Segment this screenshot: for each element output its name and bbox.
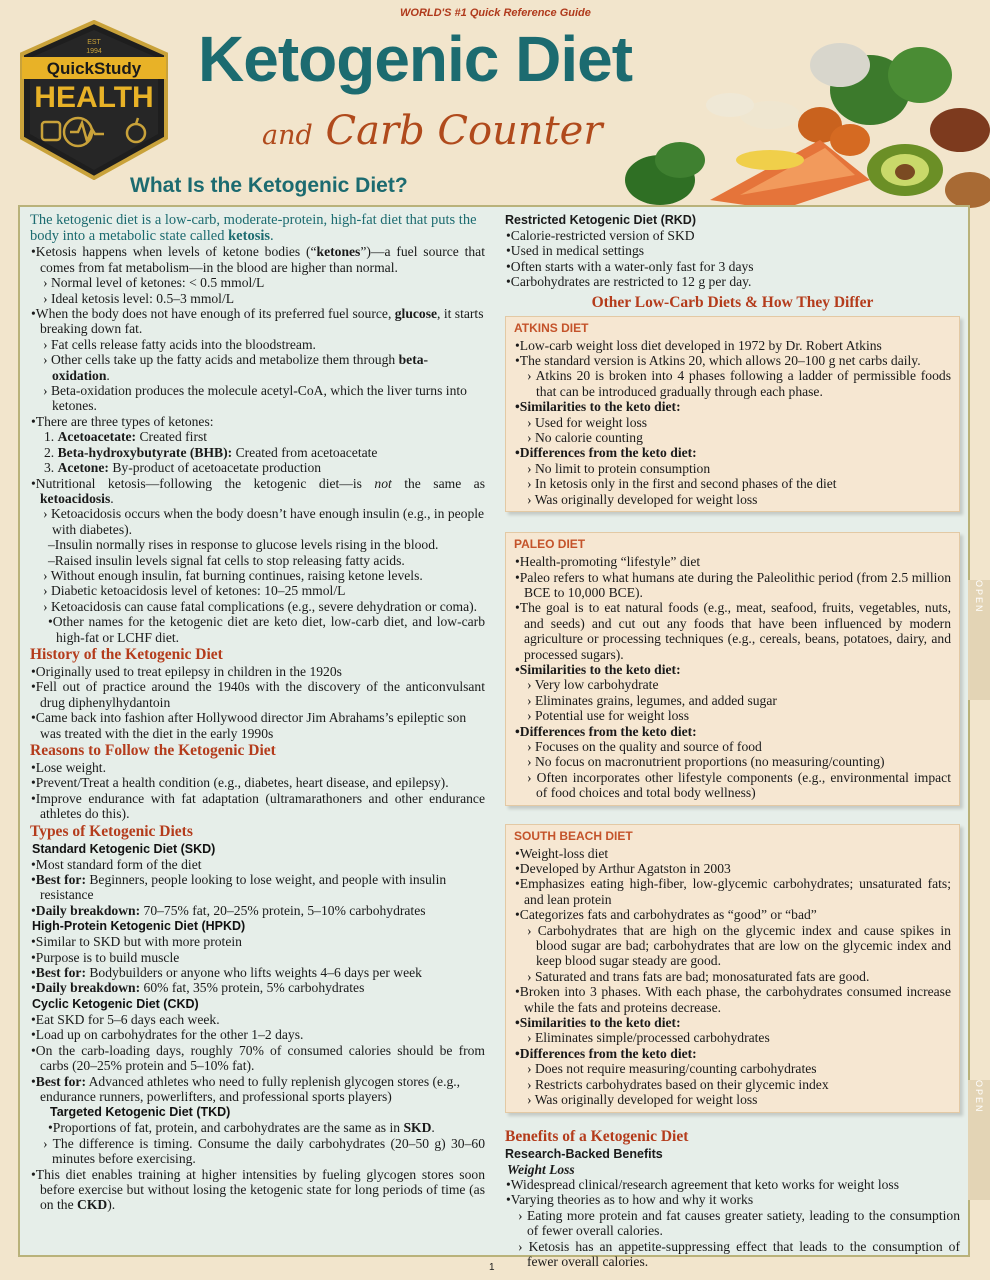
list-item: •Weight-loss diet — [515, 845, 609, 861]
list-item: •Daily breakdown: 70–75% fat, 20–25% protein, 5–10% carbohydrates — [31, 902, 426, 918]
intro-paragraph: The ketogenic diet is a low-carb, moderate-protein, high-fat diet that puts the body into a metabolic state called ketosis. — [30, 212, 477, 245]
title-sub — [262, 108, 602, 154]
paleo-box — [505, 532, 960, 806]
list-item: –Insulin normally rises in response to glucose levels rising in the blood. — [48, 537, 439, 553]
title-main: Ketogenic Diet — [198, 23, 633, 95]
south-beach-box — [505, 824, 960, 1113]
list-item: •Fell out of practice around the 1940s with the discovery of the anticonvulsant drug diphenylhydantoin — [31, 679, 485, 710]
list-item: •Prevent/Treat a health condition (e.g., diabetes, heart disease, and epilepsy). — [31, 775, 449, 791]
paleo-title: PALEO DIET — [514, 537, 586, 552]
svg-text:1994: 1994 — [86, 48, 102, 55]
list-item: •Nutritional ketosis—following the ketogenic diet—is not the same as ketoacidosis. — [31, 475, 486, 506]
list-item: •Calorie-restricted version of SKD — [506, 228, 695, 243]
left-column — [30, 212, 485, 1213]
section-title: What Is the Ketogenic Diet? — [130, 174, 408, 197]
list-item: › Eating more protein and fat causes greater satiety, leading to the consumption of fewer overall calories. — [518, 1207, 960, 1239]
list-item: › Saturated and trans fats are bad; monosaturated fats are good. — [527, 968, 870, 984]
tagline: WORLD'S #1 Quick Reference Guide — [400, 7, 591, 19]
list-item: •Used in medical settings — [506, 243, 645, 259]
list-item: › No focus on macronutrient proportions (no measuring/counting) — [527, 754, 885, 770]
food-image — [620, 30, 990, 210]
list-item: › Used for weight loss — [527, 414, 648, 430]
list-item: •Proportions of fat, protein, and carbohydrates are the same as in SKD. — [48, 1120, 435, 1136]
list-item: •Improve endurance with fat adaptation (ultramarathoners and other endurance athletes do this). — [31, 790, 485, 822]
list-item: •Other names for the ketogenic diet are keto diet, low-carb diet, and low-carb high-fat or LCHF diet. — [48, 614, 485, 645]
list-item: › Carbohydrates that are high on the glycemic index and cause spikes in blood sugar are bad; carbohydrates that are low on the glycemic index and keep blood sugar steady are good. — [527, 922, 951, 969]
list-item: › Eliminates grains, legumes, and added sugar — [527, 692, 777, 708]
list-item: •Ketosis happens when levels of ketone bodies (“ketones”)—a fuel source that comes from fat metabolism—in the blood are higher than normal. — [31, 244, 485, 275]
list-item: •Broken into 3 phases. With each phase, the carbohydrates consumed increase while the fats and proteins decrease. — [515, 984, 951, 1015]
list-item: › Was originally developed for weight loss — [527, 491, 758, 507]
title-and: and — [262, 120, 313, 151]
list-item: •Most standard form of the diet — [31, 856, 202, 872]
list-item: •When the body does not have enough of its preferred fuel source, glucose, it starts breaking down fat. — [31, 306, 484, 337]
list-item: › Without enough insulin, fat burning continues, raising ketone levels. — [43, 567, 423, 583]
quickstudy-health-logo — [18, 20, 170, 180]
list-item: •Best for: Beginners, people looking to lose weight, and people with insulin resistance — [31, 872, 447, 903]
svg-text:HEALTH: HEALTH — [34, 81, 154, 114]
south-beach-title: SOUTH BEACH DIET — [514, 828, 633, 843]
page-number: 1 — [489, 1262, 495, 1273]
list-item: › Fat cells release fatty acids into the bloodstream. — [43, 336, 316, 352]
tkd-heading: Targeted Ketogenic Diet (TKD) — [50, 1105, 231, 1120]
list-item: •Best for: Bodybuilders or anyone who lifts weights 4–6 days per week — [31, 965, 422, 981]
list-item: •Widespread clinical/research agreement that keto works for weight loss — [506, 1176, 900, 1192]
list-item: •Varying theories as to how and why it works — [506, 1192, 754, 1208]
list-item: •There are three types of ketones: — [31, 413, 214, 429]
rkd-heading: Restricted Ketogenic Diet (RKD) — [505, 213, 696, 227]
list-item: •Purpose is to build muscle — [31, 949, 180, 965]
list-item: •This diet enables training at higher intensities by fueling glycogen stores soon before exercise but without losing the ketogenic state for long periods of time (as on the CKD). — [31, 1166, 485, 1213]
list-item: › Eliminates simple/processed carbohydrates — [527, 1030, 770, 1046]
list-item: •On the carb-loading days, roughly 70% of consumed calories should be from carbs (20–25% protein and 5–10% fat). — [31, 1042, 485, 1074]
list-item: › The difference is timing. Consume the daily carbohydrates (20–50 g) 30–60 minutes before exercising. — [43, 1135, 485, 1167]
list-item: › Potential use for weight loss — [527, 708, 689, 724]
ckd-heading: Cyclic Ketogenic Diet (CKD) — [32, 996, 199, 1011]
weight-loss-heading: Weight Loss — [507, 1161, 575, 1177]
list-item: •Carbohydrates are restricted to 12 g per day. — [506, 274, 752, 290]
list-item: •Originally used to treat epilepsy in children in the 1920s — [31, 663, 342, 679]
types-heading: Types of Ketogenic Diets — [30, 822, 193, 840]
other-diets-heading: Other Low-Carb Diets & How They Differ — [591, 293, 874, 311]
header — [0, 0, 990, 205]
list-item: –Raised insulin levels signal fat cells to stop releasing fatty acids. — [48, 552, 405, 568]
svg-text:EST: EST — [87, 39, 101, 46]
hpkd-heading: High-Protein Ketogenic Diet (HPKD) — [32, 919, 246, 934]
list-item: › Diabetic ketoacidosis level of ketones: 10–25 mmol/L — [43, 583, 346, 599]
list-item: •Paleo refers to what humans ate during the Paleolithic period (from 2.5 million BCE to 10,000 BCE). — [515, 569, 951, 600]
list-item: •Similarities to the keto diet: — [515, 399, 681, 415]
atkins-title: ATKINS DIET — [514, 320, 589, 335]
list-item: •Daily breakdown: 60% fat, 35% protein, 5% carbohydrates — [31, 980, 365, 996]
list-item: •Differences from the keto diet: — [515, 723, 697, 739]
list-item: •Often starts with a water-only fast for 3 days — [506, 258, 754, 274]
list-item: › Beta-oxidation produces the molecule acetyl-CoA, which the liver turns into ketones. — [43, 383, 467, 414]
list-item: › Very low carbohydrate — [527, 677, 659, 693]
list-item: › Ketoacidosis occurs when the body doesn’t have enough insulin (e.g., in people with diabetes). — [43, 506, 485, 537]
benefits-heading: Benefits of a Ketogenic Diet — [505, 1127, 689, 1145]
list-item: 1. Acetoacetate: Created first — [44, 429, 208, 445]
list-item: •The standard version is Atkins 20, which allows 20–100 g net carbs daily. — [515, 353, 921, 369]
list-item: › Focuses on the quality and source of food — [527, 738, 762, 754]
list-item: › Often incorporates other lifestyle components (e.g., environmental impact of food choices and total body wellness) — [527, 769, 951, 801]
reasons-heading: Reasons to Follow the Ketogenic Diet — [30, 742, 276, 759]
list-item: •Similarities to the keto diet: — [515, 1015, 681, 1031]
list-item: › Restricts carbohydrates based on their glycemic index — [527, 1076, 829, 1092]
research-heading: Research-Backed Benefits — [505, 1146, 663, 1161]
svg-text:QuickStudy: QuickStudy — [46, 59, 142, 78]
list-item: •Came back into fashion after Hollywood director Jim Abrahams’s epileptic son was treated with the diet in the early 1990s — [31, 710, 467, 741]
list-item: •Load up on carbohydrates for the other 1–2 days. — [31, 1027, 304, 1043]
list-item: •Health-promoting “lifestyle” diet — [515, 554, 701, 570]
list-item: › In ketosis only in the first and second phases of the diet — [527, 476, 837, 492]
list-item: 2. Beta-hydroxybutyrate (BHB): Created from acetoacetate — [44, 444, 378, 460]
list-item: •Categorizes fats and carbohydrates as “good” or “bad” — [515, 907, 817, 923]
list-item: •Developed by Arthur Agatston in 2003 — [515, 861, 731, 876]
list-item: › No limit to protein consumption — [527, 460, 711, 476]
history-heading: History of the Ketogenic Diet — [30, 645, 223, 663]
list-item: •Low-carb weight loss diet developed in 1972 by Dr. Robert Atkins — [515, 337, 882, 353]
list-item: › Does not require measuring/counting carbohydrates — [527, 1061, 817, 1077]
list-item: › Normal level of ketones: < 0.5 mmol/L — [43, 275, 265, 291]
open-tab-1: OPEN — [968, 580, 990, 700]
list-item: › Was originally developed for weight loss — [527, 1092, 758, 1108]
list-item: › Ideal ketosis level: 0.5–3 mmol/L — [43, 290, 235, 306]
list-item: •Best for: Advanced athletes who need to fully replenish glycogen stores (e.g., endurance runners, powerlifters, and professional sports players) — [31, 1073, 461, 1104]
list-item: › Atkins 20 is broken into 4 phases following a ladder of permissible foods that can be introduced gradually through each phase. — [527, 368, 951, 399]
list-item: •Eat SKD for 5–6 days each week. — [31, 1011, 220, 1027]
skd-heading: Standard Ketogenic Diet (SKD) — [32, 841, 216, 856]
list-item: •Differences from the keto diet: — [515, 1045, 697, 1061]
list-item: •Similarities to the keto diet: — [515, 661, 681, 677]
list-item: •Differences from the keto diet: — [515, 445, 697, 461]
list-item: •The goal is to eat natural foods (e.g., meat, seafood, fruits, vegetables, nuts, and seeds) and cut out any foods that have been influenced by modern agriculture or processing techniques (e.g., cereals, beans, potatoes, dairy, and processed sugars). — [515, 600, 951, 662]
right-column — [505, 212, 960, 1269]
list-item: › Other cells take up the fatty acids and metabolize them through beta-oxidation. — [43, 352, 429, 383]
list-item: 3. Acetone: By-product of acetoacetate production — [44, 460, 322, 476]
list-item: › Ketoacidosis can cause fatal complications (e.g., severe dehydration or coma). — [43, 598, 478, 614]
list-item: •Emphasizes eating high-fiber, low-glycemic carbohydrates; unsaturated fats; and lean protein — [515, 876, 951, 907]
title-carb-counter: Carb Counter — [325, 108, 603, 154]
list-item: •Lose weight. — [31, 760, 106, 775]
atkins-box — [505, 316, 960, 512]
list-item: •Similar to SKD but with more protein — [31, 934, 242, 950]
list-item: › Ketosis has an appetite-suppressing effect that leads to the consumption of fewer overall calories. — [518, 1238, 960, 1269]
open-tab-2: OPEN — [968, 1080, 990, 1200]
list-item: › No calorie counting — [527, 430, 643, 446]
